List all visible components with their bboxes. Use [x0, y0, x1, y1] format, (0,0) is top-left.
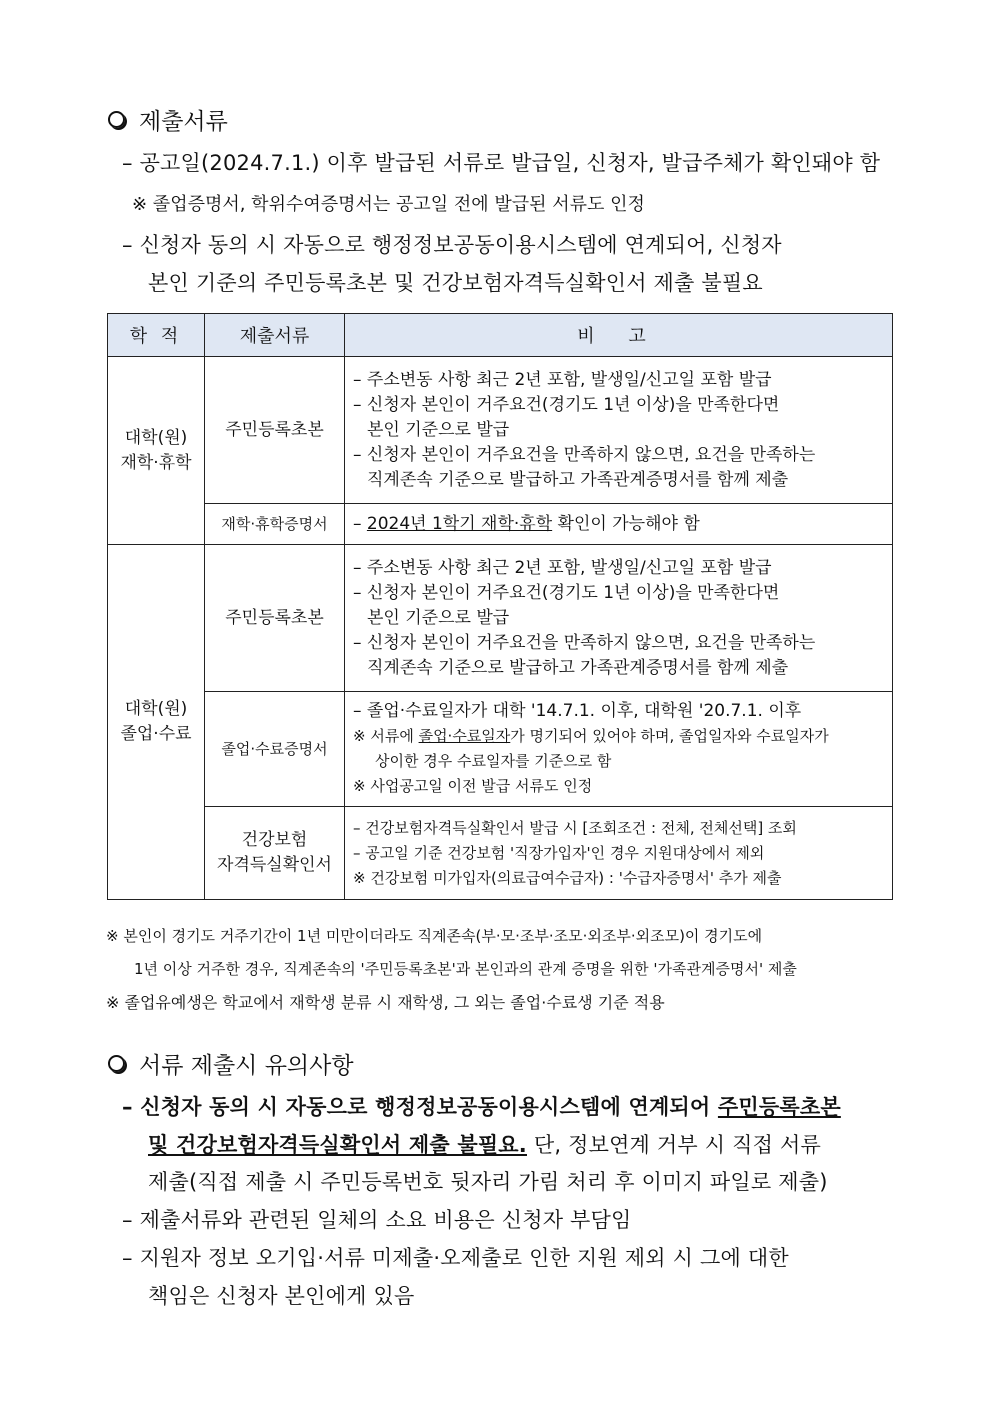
submission-date-requirement: – 공고일(2024.7.1.) 이후 발급된 서류로 발급일, 신청자, 발급주체가 확인돼야 함: [122, 151, 881, 175]
table-row: [108, 545, 893, 692]
precaution-responsibility-line1: – 지원자 정보 오기입·서류 미제출·오제출로 인한 지원 제외 시 그에 대한: [122, 1246, 789, 1270]
doc-enrollment-certificate: 재학·휴학증명서: [205, 504, 345, 545]
graduation-certificate-note: ※ 졸업증명서, 학위수여증명서는 공고일 전에 발급된 서류도 인정: [132, 194, 645, 215]
precaution-auto-link-line1: – 신청자 동의 시 자동으로 행정정보공동이용시스템에 연계되어 주민등록초본: [122, 1095, 841, 1119]
precaution-auto-link-line2: 및 건강보험자격득실확인서 제출 불필요. 단, 정보연계 거부 시 직접 서류: [148, 1133, 821, 1157]
table-row: [108, 504, 893, 545]
remarks-health-insurance: – 건강보험자격득실확인서 발급 시 [조회조건 : 전체, 전체선택] 조회 – 공고일 기준 건강보험 '직장가입자'인 경우 지원대상에서 제외 ※ 건강보험 미가입자(의료급여수급자) : '수급자증명서' 추가 제출: [345, 807, 893, 900]
status-graduated-completed: 대학(원) 졸업·수료: [108, 545, 205, 900]
header-remarks: 비 고: [345, 314, 893, 357]
auto-link-notice-line1: – 신청자 동의 시 자동으로 행정정보공동이용시스템에 연계되어, 신청자: [122, 233, 782, 257]
remarks-resident-register: – 주소변동 사항 최근 2년 포함, 발생일/신고일 포함 발급 – 신청자 본인이 거주요건(경기도 1년 이상)을 만족한다면 본인 기준으로 발급 – 신청자 본인이 거주요건을 만족하지 않으면, 요건을 만족하는 직계존속 기준으로 발급하고 가족관계증명서를 함께 제출: [345, 545, 893, 692]
precaution-direct-submission: 제출(직접 제출 시 주민등록번호 뒷자리 가림 처리 후 이미지 파일로 제출): [148, 1170, 828, 1194]
doc-graduation-certificate: 졸업·수료증명서: [205, 692, 345, 807]
status-enrolled-leave: 대학(원) 재학·휴학: [108, 357, 205, 545]
precaution-costs: – 제출서류와 관련된 일체의 소요 비용은 신청자 부담임: [122, 1208, 632, 1232]
table-header-row: [108, 314, 893, 357]
header-status: 학 적: [108, 314, 205, 357]
table-row: [108, 692, 893, 807]
doc-health-insurance-certificate: 건강보험 자격득실확인서: [205, 807, 345, 900]
circle-bullet-icon: [108, 1055, 125, 1072]
circle-bullet-icon: [108, 111, 125, 128]
auto-link-notice-line2: 본인 기준의 주민등록초본 및 건강보험자격득실확인서 제출 불필요: [148, 271, 763, 295]
section-title-submission-documents: 제출서류: [108, 103, 228, 136]
footnote-residency-line1: ※ 본인이 경기도 거주기간이 1년 미만이더라도 직계존속(부·모·조부·조모·외조부·외조모)이 경기도에: [106, 927, 763, 945]
remarks-graduation-certificate: – 졸업·수료일자가 대학 '14.7.1. 이후, 대학원 '20.7.1. 이후 ※ 서류에 졸업·수료일자가 명기되어 있어야 하며, 졸업일자와 수료일자가 상이한 경우 수료일자를 기준으로 함 ※ 사업공고일 이전 발급 서류도 인정: [345, 692, 893, 807]
remarks-enrollment-certificate: – 2024년 1학기 재학·휴학 확인이 가능해야 함: [345, 504, 893, 545]
footnote-residency-line2: 1년 이상 거주한 경우, 직계존속의 '주민등록초본'과 본인과의 관계 증명을 위한 '가족관계증명서' 제출: [134, 960, 797, 978]
table-row: [108, 357, 893, 504]
remarks-resident-register: – 주소변동 사항 최근 2년 포함, 발생일/신고일 포함 발급 – 신청자 본인이 거주요건(경기도 1년 이상)을 만족한다면 본인 기준으로 발급 – 신청자 본인이 거주요건을 만족하지 않으면, 요건을 만족하는 직계존속 기준으로 발급하고 가족관계증명서를 함께 제출: [345, 357, 893, 504]
submission-documents-table: [107, 313, 893, 900]
footnote-deferred-graduates: ※ 졸업유예생은 학교에서 재학생 분류 시 재학생, 그 외는 졸업·수료생 기준 적용: [106, 993, 665, 1012]
table-row: [108, 807, 893, 900]
precaution-responsibility-line2: 책임은 신청자 본인에게 있음: [148, 1284, 415, 1308]
section-title-precautions: 서류 제출시 유의사항: [108, 1047, 354, 1080]
doc-resident-register: 주민등록초본: [205, 545, 345, 692]
header-documents: 제출서류: [205, 314, 345, 357]
doc-resident-register: 주민등록초본: [205, 357, 345, 504]
